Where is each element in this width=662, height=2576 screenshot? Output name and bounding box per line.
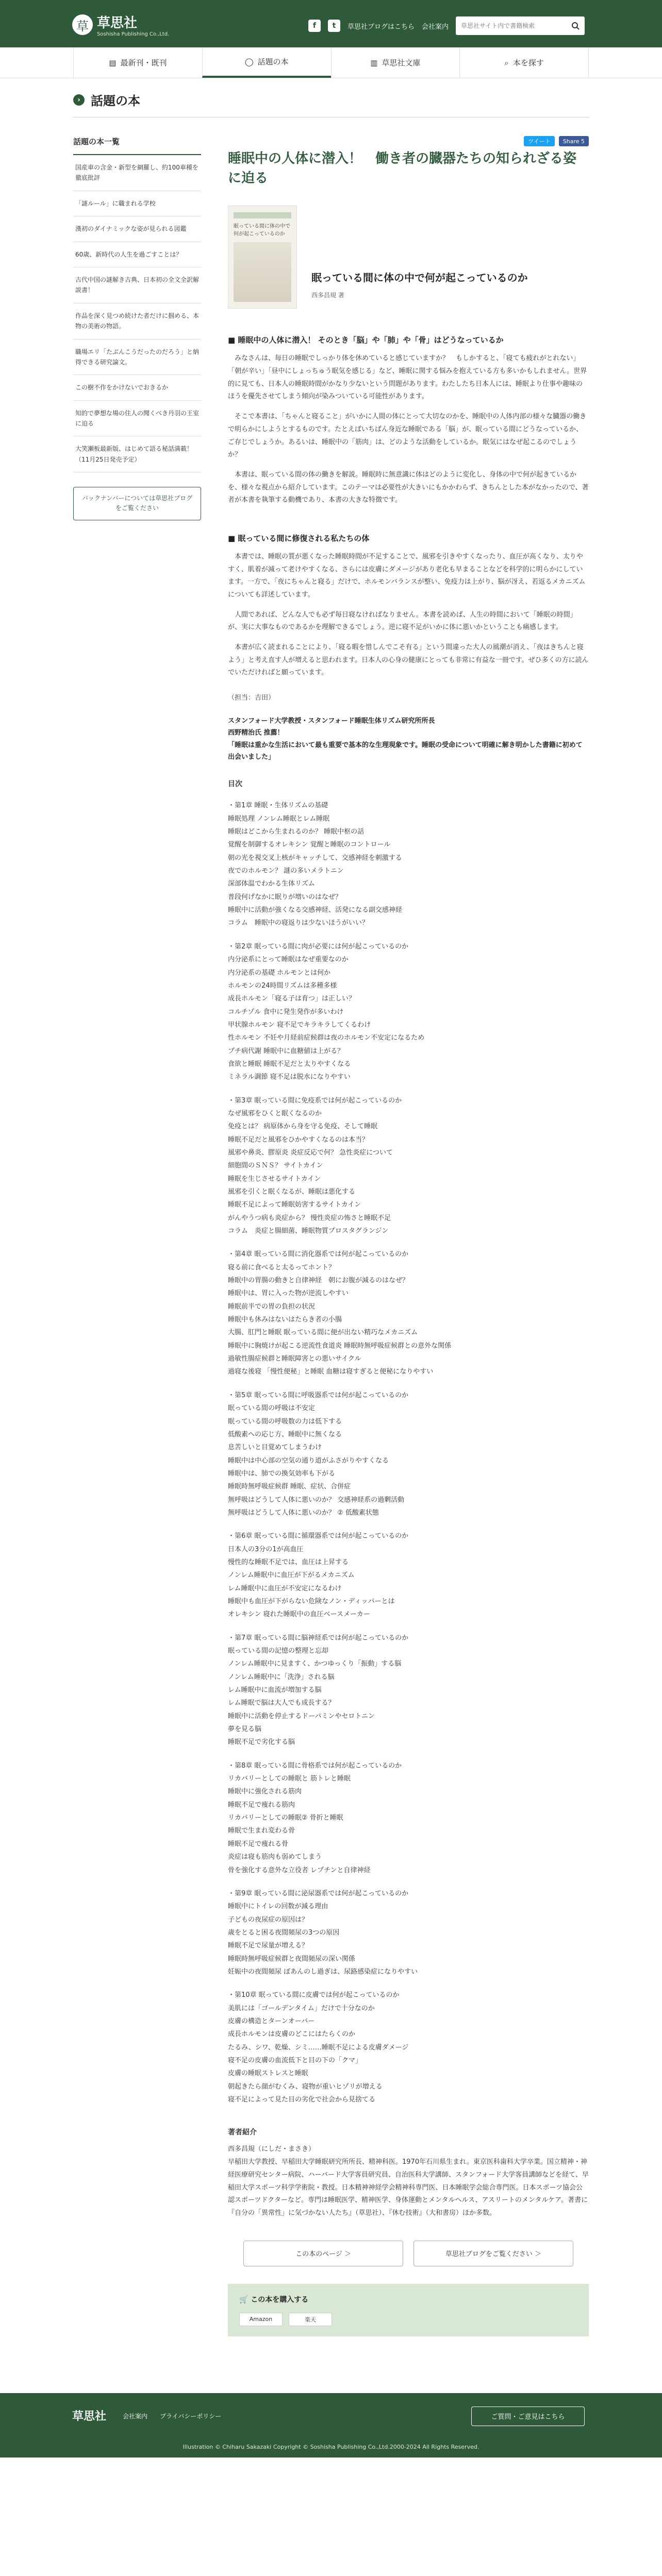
sidebar-item[interactable]: 作品を深く見つめ続けた者だけに掴める、本物の美術の物語。 bbox=[73, 303, 201, 340]
cover-illustration bbox=[234, 242, 291, 302]
toc-entry: ノンレム睡眠中に見ますく、かつゆっくり「振動」する脳 bbox=[228, 1660, 402, 1668]
toc-entry: 寝る前に食べると太るってホント？ bbox=[228, 1263, 336, 1272]
sidebar bbox=[73, 136, 201, 2336]
toc-entry: ノンレム睡眠中に「洗浄」される脳 bbox=[228, 1673, 335, 1681]
toc-entry: 朝の光を視交叉上核がキャッチして、交感神経を刺激する bbox=[228, 854, 402, 862]
toc-entry: 睡眠中は、胃に入った物が逆流しやすい bbox=[228, 1290, 349, 1298]
toc-entry: 睡眠不足で痩れる筋肉 bbox=[228, 1801, 295, 1809]
paragraph: 本書は、眠っている間の体の働きを解説。睡眠時に無意識に体はどのように変化し、身体の中で何が起きているかを、様々な視点から紹介しています。このテーマは必要性が大きいにもかかわらず、きちんとした本がなかったので、著者が本書を執筆する動機であり、本書の大きな特徴です。 bbox=[228, 470, 589, 504]
footer-company-link[interactable]: 会社案内 bbox=[123, 2412, 148, 2420]
toc-entry: 無呼吸はどうして人体に悪いのか？ ② 低酸素状態 bbox=[228, 1509, 379, 1517]
toc-entry: 甲状腺ホルモン 寝不足でキラキラしてくるわけ bbox=[228, 1021, 371, 1029]
nav-label: 最新刊・既刊 bbox=[120, 58, 167, 67]
toc-entry: 深部体温でわかる生体リズム bbox=[228, 880, 315, 888]
toc-entry: 睡眠前半での胃の負担の状況 bbox=[228, 1302, 316, 1311]
global-nav bbox=[0, 47, 662, 78]
toc-entry: 睡眠処理 ノンレム睡眠とレム睡眠 bbox=[228, 815, 330, 823]
page-title-bar bbox=[73, 91, 589, 117]
book-block bbox=[228, 206, 589, 309]
toc-entry: 睡眠時無呼吸症候群と夜間頻尿の深い関係 bbox=[228, 1955, 356, 1963]
toc-entry: 風邪を引くと眠くなるが、睡眠は悪化する bbox=[228, 1188, 356, 1196]
toc-chapter-title: ・第2章 眠っている間に肉が必要には何が起こっているのか bbox=[228, 942, 409, 951]
site-header bbox=[0, 0, 662, 47]
nav-label: 本を探す bbox=[512, 58, 544, 67]
toc-entry: ホルモンの24時間リズムは多種多様 bbox=[228, 981, 337, 990]
toc-entry: 細胞間のＳＮＳ？ サイトカイン bbox=[228, 1162, 323, 1170]
search-icon[interactable] bbox=[571, 22, 580, 30]
toc-chapter-title: ・第1章 睡眠・生体リズムの基礎 bbox=[228, 802, 328, 810]
cart-icon: 🛒 bbox=[239, 2295, 249, 2304]
toc-entry: 免疫とは？ 病原体から身を守る免疫、そして睡眠 bbox=[228, 1123, 378, 1131]
toc-entry: 眠っている間の呼吸数の力は低下する bbox=[228, 1417, 342, 1426]
profile-heading: 著者紹介 bbox=[228, 2128, 257, 2137]
nav-bunko[interactable] bbox=[331, 47, 460, 78]
toc-entry: 皮膚の構造とターンオーバー bbox=[228, 2017, 315, 2025]
footer-privacy-link[interactable]: プライバシーポリシー bbox=[160, 2412, 222, 2420]
sidebar-item[interactable]: 職場エリ「たぶんこうだったのだろう」と納得できる研究論文。 bbox=[73, 340, 201, 376]
toc-entry: 睡眠不足によって睡眠妨害するサイトカイン bbox=[228, 1201, 361, 1209]
chat-icon: ◯ bbox=[244, 57, 254, 66]
search-box bbox=[456, 16, 585, 35]
toc-chapter bbox=[228, 1248, 589, 1378]
cover-title: 眠っている間に体の中で何が起こっているのか bbox=[234, 224, 290, 238]
toc-heading: 目次 bbox=[228, 780, 242, 789]
nav-topic-books[interactable] bbox=[202, 47, 331, 78]
toc-entry: ノンレム睡眠中に血圧が下がるメカニズム bbox=[228, 1571, 355, 1580]
sidebar-item[interactable]: 「謎ルール」に職まれる学校 bbox=[73, 191, 201, 216]
toc-entry: 睡眠時無呼吸症候群 睡眠、症状、合併症 bbox=[228, 1483, 351, 1491]
toc-entry: 美肌には「ゴールデンタイム」だけで十分なのか bbox=[228, 2004, 375, 2012]
search-book-icon: ⌕ bbox=[504, 58, 509, 67]
toc-chapter bbox=[228, 799, 589, 929]
nav-search-books[interactable] bbox=[459, 47, 589, 78]
toc-entry: 睡眠不足で尿量が増える？ bbox=[228, 1942, 309, 1950]
toc-entry: 睡眠中は、肺での換気効率も下がる bbox=[228, 1469, 336, 1478]
toc-entry: 妊娠中の夜間頻尿 ぼあんのし過ぎは、尿路感染症になりやすい bbox=[228, 1968, 418, 1976]
toc-chapter-title: ・第3章 眠っている間に免疫系では何が起こっているのか bbox=[228, 1096, 402, 1105]
section-heading: ■ 眠っている間に修復される私たちの体 bbox=[228, 533, 370, 543]
toc-entry: 子どもの夜尿症の原因は？ bbox=[228, 1916, 309, 1924]
toc-entry: コラム 炎症と腸細菌、睡眠物質プロスタグランジン bbox=[228, 1227, 389, 1235]
book-title: 眠っている間に体の中で何が起こっているのか bbox=[311, 272, 528, 284]
sidebar-item[interactable]: 古代中国の謎解き古典、日本初の全文全訳解説書！ bbox=[73, 267, 201, 303]
toc-entry: 睡眠中も休みはないはたらき者の小腸 bbox=[228, 1316, 342, 1324]
toc-chapter bbox=[228, 1632, 589, 1749]
article bbox=[228, 136, 589, 2336]
tweet-button[interactable]: ツイート bbox=[524, 136, 554, 146]
toc-entry: 睡眠はどこから生まれるのか？ 睡眠中枢の話 bbox=[228, 828, 365, 836]
author-profile: 早稲田大学教授、早稲田大学睡眠研究所所長、精神科医。1970年石川県生まれ。東京医科歯科大学卒業。国立精神・神経医療研究センター病院、ハーバード大学客員研究員、自治医科大学講師、スタンフォード大学客員講師などを経て、早稲田大学スポーツ科学学術院・教授。日本精神神経学会精神科専門医、日本睡眠学会総合専門医。日本スポーツ協会公認スポーツドクターなど。専門は睡眠医学、精神医学、身体運動とメンタルヘルス、アスリートのメンタルケア。著書に『自分の「異常性」に気づかない人たち』（草思社）、『休む技術』（大和書房）ほか多数。 bbox=[228, 2158, 589, 2217]
toc-entry: 普段何げなかに眠りが増いのはなぜ？ bbox=[228, 893, 342, 901]
toc-entry: 炎症は寝も筋肉も弱めてしまう bbox=[228, 1853, 322, 1861]
toc-entry: なぜ風邪をひくと眠くなるのか bbox=[228, 1109, 322, 1117]
sidebar-title: 話題の本一覧 bbox=[73, 136, 201, 155]
toc-chapter-title: ・第8章 眠っている間に骨格系では何が起こっているのか bbox=[228, 1761, 402, 1770]
toc-entry: 睡眠中も血圧が下がらない危険なノン・ディッパーとは bbox=[228, 1597, 395, 1605]
toc-chapter bbox=[228, 940, 589, 1084]
logo-mark-icon: 草 bbox=[72, 14, 93, 35]
book-page-button[interactable]: この本のページ ＞ bbox=[243, 2241, 403, 2266]
copyright: Illustration © Chiharu Sakazaki Copyright © Soshisha Publishing Co.,Ltd.2000-2024 All Rights Reserved. bbox=[183, 2443, 479, 2450]
article-title: 睡眠中の人体に潜入！ 働き者の臓器たちの知られざる姿に迫る bbox=[228, 151, 577, 186]
paragraph: 人間であれば、どんな人でも必ず毎日寝なければなりません。本書を読めば、人生の時間において「睡眠の時間」が、実に大事なものであるかを理解できるでしょう。逆に寝不足がいかに体に悪いかということも痛感します。 bbox=[228, 611, 577, 632]
toc-chapter-title: ・第9章 眠っている間に泌尿器系では何が起こっているのか bbox=[228, 1889, 409, 1897]
toc-entry: 睡眠で生まれ変わる骨 bbox=[228, 1827, 295, 1835]
toc-entry: コルチゾル 食中に発生発作が多いわけ bbox=[228, 1008, 344, 1016]
toc-entry: 夜でのホルモン？ 謎の多いメラトニン bbox=[228, 867, 344, 875]
sidebar-item[interactable]: 知的で夢想な場の住人の聞くべき丹羽の王室に迫る bbox=[73, 401, 201, 437]
toc-entry: 内分泌系の基礎 ホルモンとは何か bbox=[228, 969, 331, 977]
toc-entry: 睡眠中に強化される筋肉 bbox=[228, 1788, 302, 1796]
paragraph: そこで本書は、「ちゃんと寝ること」がいかに人間の体にとって大切なのかを、睡眠中の人体内部の様々な臓器の働きで明らかにしようとするものです。たとえばいちばん身近な睡眠である「脳」が、眠っている間にどうなっているか、ご存じでしょうか。あるいは、睡眠中の「筋肉」は、どのような活動をしているか。眠気にはなぜ起こるのでしょうか？ bbox=[228, 413, 587, 459]
toc-entry: プチ病代謝 睡眠中に血糖値は上がる？ bbox=[228, 1047, 344, 1055]
buy-title: 🛒 この本を購入する bbox=[239, 2295, 309, 2304]
toc-entry: 風邪や鼻炎、膠原炎 炎症反応で何？ 急性炎症について bbox=[228, 1148, 393, 1157]
toc-entry: リカバリーとしての睡眠と 筋トレと睡眠 bbox=[228, 1775, 351, 1783]
toc-chapter-title: ・第10章 眠っている間に皮膚では何が起こっているのか bbox=[228, 1991, 400, 1999]
toc-entry: がんやうつ病も炎症から？ 慢性炎症の怖さと睡眠不足 bbox=[228, 1214, 391, 1222]
book-cover[interactable] bbox=[228, 206, 297, 309]
toc-entry: 夢を見る脳 bbox=[228, 1725, 262, 1734]
toc-entry: コラム 睡眠中の寝返りは少ないほうがいい？ bbox=[228, 919, 369, 927]
toc-entry: 日本人の3分の1が高血圧 bbox=[228, 1545, 304, 1553]
toc-entry: 皮膚の睡眠ストレスと睡眠 bbox=[228, 2070, 308, 2078]
toc-entry: たるみ、シワ、乾燥、シミ……睡眠不足による皮膚ダメージ bbox=[228, 2043, 409, 2052]
footer-logo[interactable]: 草思社 bbox=[72, 2410, 107, 2423]
toc-entry: ミネラル調節 寝不足は脱水になりやすい bbox=[228, 1073, 351, 1081]
facebook-share-button[interactable]: Share 5 bbox=[559, 136, 589, 146]
toc-entry: オレキシン 寝れた睡眠中の血圧ベースメーカー bbox=[228, 1611, 370, 1619]
toc-entry: 骨を強化する意外な立役者 レプチンと自律神経 bbox=[228, 1866, 371, 1874]
page-title: 話題の本 bbox=[91, 94, 140, 108]
nav-label: 話題の本 bbox=[257, 57, 289, 66]
toc-entry: 朝起きたら顔がむくみ、寝物が重いヒゾリが増える bbox=[228, 2082, 383, 2091]
toc-entry: 眠っている間の呼吸は不安定 bbox=[228, 1404, 316, 1413]
toc-entry: 眠っている間の記憶の整理と忘却 bbox=[228, 1647, 329, 1655]
recommendation: スタンフォード大学教授・スタンフォード睡眠生体リズム研究所所長 西野精治氏 推薦！ 「睡眠は重かな生活において最も重要で基本的な生理現象です。睡眠の受命について明確に解き明かした書籍に初めて出会いました」 bbox=[228, 717, 583, 761]
sidebar-item[interactable]: 漢初のダイナミックな姿が見られる図鑑 bbox=[73, 216, 201, 242]
twitter-icon[interactable]: t bbox=[328, 20, 340, 32]
sidebar-item[interactable]: この樹不作をかけないでおきるか bbox=[73, 375, 201, 400]
toc-entry: 睡眠中にトイレの回数が減る理由 bbox=[228, 1903, 328, 1911]
toc-chapter bbox=[228, 1530, 589, 1621]
toc-entry: 睡眠中は中心部の空気の通り道がふさがりやすくなる bbox=[228, 1456, 389, 1465]
toc-entry: 覚醒を制御するオレキシン 覚醒と睡眠のコントロール bbox=[228, 841, 391, 849]
toc-entry: 睡眠不足で劣化する脳 bbox=[228, 1738, 295, 1747]
toc-entry: 過寝な後寝 「慢性便秘」と睡眠 血糖は寝すぎると便秘になりやすい bbox=[228, 1368, 434, 1376]
rakuten-button[interactable]: 楽天 bbox=[289, 2313, 332, 2326]
toc-entry: 睡眠中の胃腸の動きと自律神経 朝にお腹が減るのはなぜ？ bbox=[228, 1277, 409, 1285]
paragraph: みなさんは、毎日の睡眠でしっかり体を休めていると感じていますか？ もしかすると、「寝ても疲れがとれない」「朝が辛い」「昼中にしょっちゅう眠気を感じる」など、睡眠に関する悩みを抱えている方も多いかもしれません。世界的に見ても、日本人の睡眠時間がかなり少ないという問題があります。わたしたち日本人には、睡眠より仕事や趣味のほうを優先させてしまう傾向が染みついている可能性があります。 bbox=[228, 354, 587, 401]
toc-entry: 息苦しいと目覚めてしまうわけ bbox=[228, 1444, 322, 1452]
toc-entry: 大腸、肛門と睡眠 眠っている間に便が出ない精巧なメカニズム bbox=[228, 1329, 418, 1337]
backnumber-button[interactable]: バックナンバーについては草思社ブログをご覧ください bbox=[73, 487, 201, 520]
nav-new-books[interactable] bbox=[73, 47, 202, 78]
sidebar-item[interactable]: 大笑瀬板最新版、はじめて語る秘話満載！（11月25日発売予定） bbox=[73, 436, 201, 472]
toc-entry: 睡眠中に胸焼けが起こる逆流性食道炎 睡眠時無呼吸症候群との意外な関係 bbox=[228, 1342, 452, 1350]
toc-entry: 睡眠中に活動が強くなる交感神経、活発になる副交感神経 bbox=[228, 906, 403, 914]
buy-box bbox=[228, 2284, 589, 2336]
site-logo[interactable] bbox=[72, 12, 169, 37]
toc-entry: 寝不足によって見た目の劣化で社会から見捨てる bbox=[228, 2096, 376, 2104]
book-author: 西多昌規 著 bbox=[311, 292, 344, 299]
paragraph: 本書が広く読まれることにより、「寝る暇を惜しんでこそ有る」という間違った大人の風潮が消え、「夜はきちんと寝よう」と考え直す人が増えると思われます。日本人の心身の健康にとっても非常に有益な一冊です。ぜひ多くの方に読んでいただければと願っています。 bbox=[228, 643, 589, 677]
section-heading: ■ 睡眠中の人体に潜入！ そのとき「脳」や「肺」や「骨」はどうなっているか bbox=[228, 335, 504, 345]
toc-chapter-title: ・第7章 眠っている間に脳神経系では何が起こっているのか bbox=[228, 1634, 409, 1642]
table-of-contents bbox=[228, 799, 589, 2106]
toc-entry: リカバリーとしての睡眠② 骨折と睡眠 bbox=[228, 1814, 343, 1822]
toc-chapter bbox=[228, 1759, 589, 1877]
sidebar-item[interactable]: 60歳、新時代の人生を過ごすことは？ bbox=[73, 242, 201, 267]
toc-chapter bbox=[228, 1389, 589, 1519]
toc-entry: 食欲と睡眠 睡眠不足だと太りやすくなる bbox=[228, 1060, 351, 1068]
toc-entry: レム睡眠中に血流が増加する脳 bbox=[228, 1686, 322, 1694]
toc-entry: 睡眠不足だと風邪をひかやすくなるのは本当？ bbox=[228, 1136, 369, 1144]
blog-link[interactable]: 草思社ブログはこちら bbox=[347, 23, 415, 31]
toc-entry: 過敏性腸症候群と睡眠障害との悪いサイクル bbox=[228, 1355, 361, 1363]
logo-name: 草思社 bbox=[97, 15, 138, 31]
sidebar-item[interactable]: 国産車の含金・新型を網羅し、約100車種を徹底批評 bbox=[73, 155, 201, 191]
contact-button[interactable]: ご質問・ご意見はこちら bbox=[471, 2406, 585, 2426]
toc-entry: 成長ホルモン「寝る子は育つ」は正しい？ bbox=[228, 995, 356, 1003]
toc-chapter-title: ・第4章 眠っている間に消化器系では何が起こっているのか bbox=[228, 1250, 409, 1259]
paragraph: 本書では、睡眠の質が悪くなった睡眠時間が不足することで、風邪を引きやすくなったり、血圧が高くなり、太りやすく、肌着が減って老けやすくなる、さらには皮膚にダメージがあり老化も早まることなどを科学的に明らかにしています。一方で、「夜にちゃんと寝る」だけで、ホルモンバランスが整い、免疫力は上がり、脳が冴え、若返るメカニズムについても詳述しています。 bbox=[228, 552, 586, 599]
toc-entry: 睡眠不足で痩れる骨 bbox=[228, 1840, 289, 1848]
logo-subtitle: Soshisha Publishing Co.,Ltd. bbox=[97, 31, 170, 37]
toc-entry: 歳をとると困る夜間頻尿の3つの原因 bbox=[228, 1928, 340, 1937]
toc-entry: 睡眠を生じさせるサイトカイン bbox=[228, 1175, 321, 1183]
toc-entry: 成長ホルモンは皮膚のどこにはたらくのか bbox=[228, 2030, 356, 2039]
toc-entry: 寝不足の皮膚の血流低下と目の下の「クマ」 bbox=[228, 2056, 362, 2064]
blog-button[interactable]: 草思社ブログをご覧ください ＞ bbox=[413, 2241, 573, 2266]
facebook-icon[interactable]: f bbox=[308, 20, 321, 32]
site-footer bbox=[0, 2393, 662, 2458]
toc-entry: レム睡眠で脳は大人でも成長する？ bbox=[228, 1699, 335, 1707]
author-name: 西多昌規（にしだ・まさき） bbox=[228, 2145, 316, 2154]
search-input[interactable] bbox=[461, 22, 564, 29]
toc-entry: 性ホルモン 不妊や月経前症候群は夜のホルモン不安定になるため bbox=[228, 1034, 425, 1042]
company-link[interactable]: 会社案内 bbox=[421, 23, 449, 31]
toc-entry: 慢性的な睡眠不足では、血圧は上昇する bbox=[228, 1558, 349, 1566]
chevron-right-icon: › bbox=[73, 94, 85, 106]
cover-stripe bbox=[234, 212, 291, 218]
toc-entry: レム睡眠中に血圧が不安定になるわけ bbox=[228, 1584, 342, 1592]
bunko-icon: ▥ bbox=[370, 58, 378, 67]
amazon-button[interactable]: Amazon bbox=[239, 2313, 283, 2326]
nav-label: 草思社文庫 bbox=[382, 58, 421, 67]
toc-entry: 低酸素への応じ方、睡眠中に無くなる bbox=[228, 1430, 342, 1438]
editor-signature: （担当：吉田） bbox=[228, 694, 275, 702]
toc-chapter bbox=[228, 1094, 589, 1238]
toc-entry: 内分泌系にとって睡眠はなぜ重要なのか bbox=[228, 956, 349, 964]
toc-entry: 無呼吸はどうして人体に悪いのか？ 交感神経系の過剰活動 bbox=[228, 1496, 405, 1504]
toc-chapter-title: ・第5章 眠っている間に呼吸器系では何が起こっているのか bbox=[228, 1391, 409, 1399]
toc-entry: 睡眠中に活動を停止するドーパミンやセロトニン bbox=[228, 1712, 375, 1720]
toc-chapter-title: ・第6章 眠っている間に循環器系では何が起こっているのか bbox=[228, 1532, 409, 1540]
book-icon: ▤ bbox=[109, 58, 117, 67]
toc-chapter bbox=[228, 1887, 589, 1978]
toc-chapter bbox=[228, 1989, 589, 2106]
